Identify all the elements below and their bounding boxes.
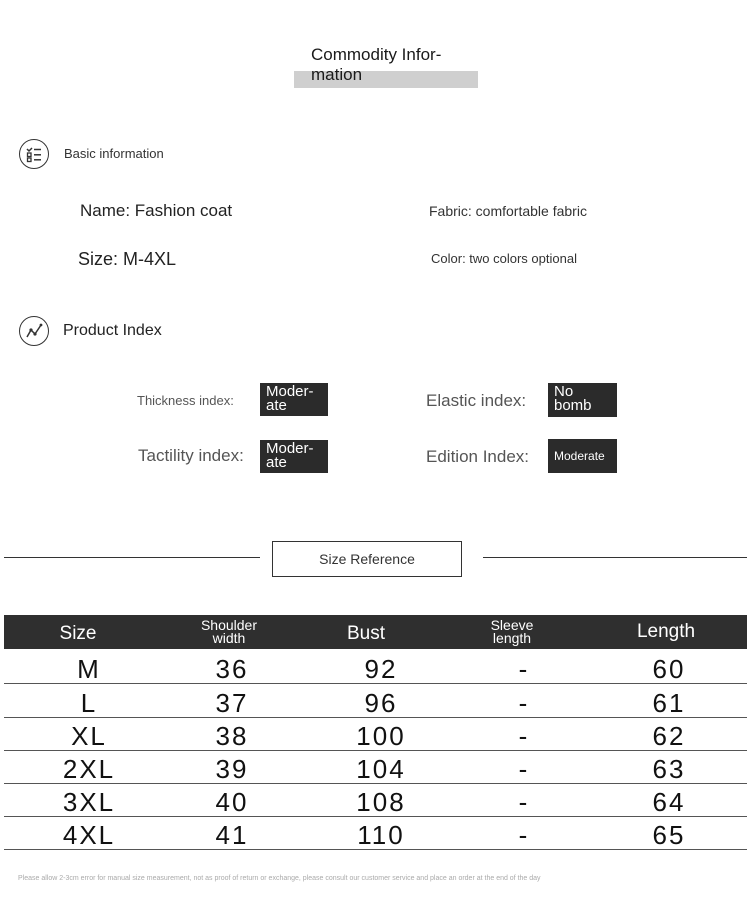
cell-bust: 92 <box>364 654 398 684</box>
page-title: Commodity Infor-mation <box>311 45 442 84</box>
cell-length: 65 <box>652 820 686 850</box>
cell-shoulder: 37 <box>215 688 249 718</box>
basic-info-heading: Basic information <box>64 146 164 161</box>
cell-sleeve: - <box>518 688 530 718</box>
color-text: Color: two colors optional <box>431 251 577 266</box>
name-text: Name: Fashion coat <box>80 201 233 220</box>
size-table-header <box>4 615 747 649</box>
cell-length: 62 <box>652 721 686 751</box>
product-index-heading: Product Index <box>63 322 162 339</box>
divider-right <box>483 557 747 558</box>
header-sleeve: Sleeve length <box>490 617 534 646</box>
cell-size: 3XL <box>62 787 116 817</box>
trend-chart-icon <box>19 316 49 346</box>
table-row <box>4 750 747 784</box>
thickness-value: Moder- ate <box>260 383 328 416</box>
cell-bust: 104 <box>356 754 406 784</box>
cell-sleeve: - <box>518 754 530 784</box>
header-size: Size <box>59 623 97 644</box>
table-row <box>4 684 747 718</box>
divider-left <box>4 557 260 558</box>
cell-size: XL <box>71 721 107 751</box>
cell-length: 60 <box>652 654 686 684</box>
table-row <box>4 650 747 684</box>
size-text: Size: M-4XL <box>78 249 177 269</box>
fabric-text: Fabric: comfortable fabric <box>429 203 587 219</box>
cell-shoulder: 40 <box>215 787 249 817</box>
edition-label: Edition Index: <box>426 447 530 466</box>
size-reference-box: Size Reference <box>272 541 462 577</box>
table-row <box>4 816 747 850</box>
elastic-label: Elastic index: <box>426 391 527 410</box>
cell-shoulder: 41 <box>215 820 249 850</box>
thickness-label: Thickness index: <box>137 393 234 408</box>
cell-size: M <box>77 654 101 684</box>
header-bust: Bust <box>346 623 386 644</box>
table-row <box>4 783 747 817</box>
cell-sleeve: - <box>518 721 530 751</box>
cell-length: 61 <box>652 688 686 718</box>
cell-size: 2XL <box>62 754 116 784</box>
footer-note: Please allow 2-3cm error for manual size measurement, not as proof of return or exchange, please consult our customer service and place an order at the end of the day <box>18 875 541 882</box>
cell-sleeve: - <box>518 654 530 684</box>
cell-bust: 100 <box>356 721 406 751</box>
cell-size: L <box>80 688 98 718</box>
cell-shoulder: 36 <box>215 654 249 684</box>
elastic-value: No bomb <box>548 383 617 417</box>
cell-bust: 108 <box>356 787 406 817</box>
tactility-value: Moder- ate <box>260 440 328 473</box>
cell-shoulder: 39 <box>215 754 249 784</box>
cell-bust: 96 <box>364 688 398 718</box>
checklist-icon <box>19 139 49 169</box>
table-row <box>4 717 747 751</box>
tactility-label: Tactility index: <box>138 446 244 465</box>
header-length: Length <box>636 621 696 642</box>
cell-bust: 110 <box>357 820 405 850</box>
edition-value: Moderate <box>548 439 617 473</box>
cell-sleeve: - <box>518 820 530 850</box>
cell-size: 4XL <box>62 820 116 850</box>
cell-length: 64 <box>652 787 686 817</box>
cell-length: 63 <box>652 754 686 784</box>
header-shoulder: Shoulder width <box>200 617 258 646</box>
cell-shoulder: 38 <box>215 721 249 751</box>
cell-sleeve: - <box>518 787 530 817</box>
